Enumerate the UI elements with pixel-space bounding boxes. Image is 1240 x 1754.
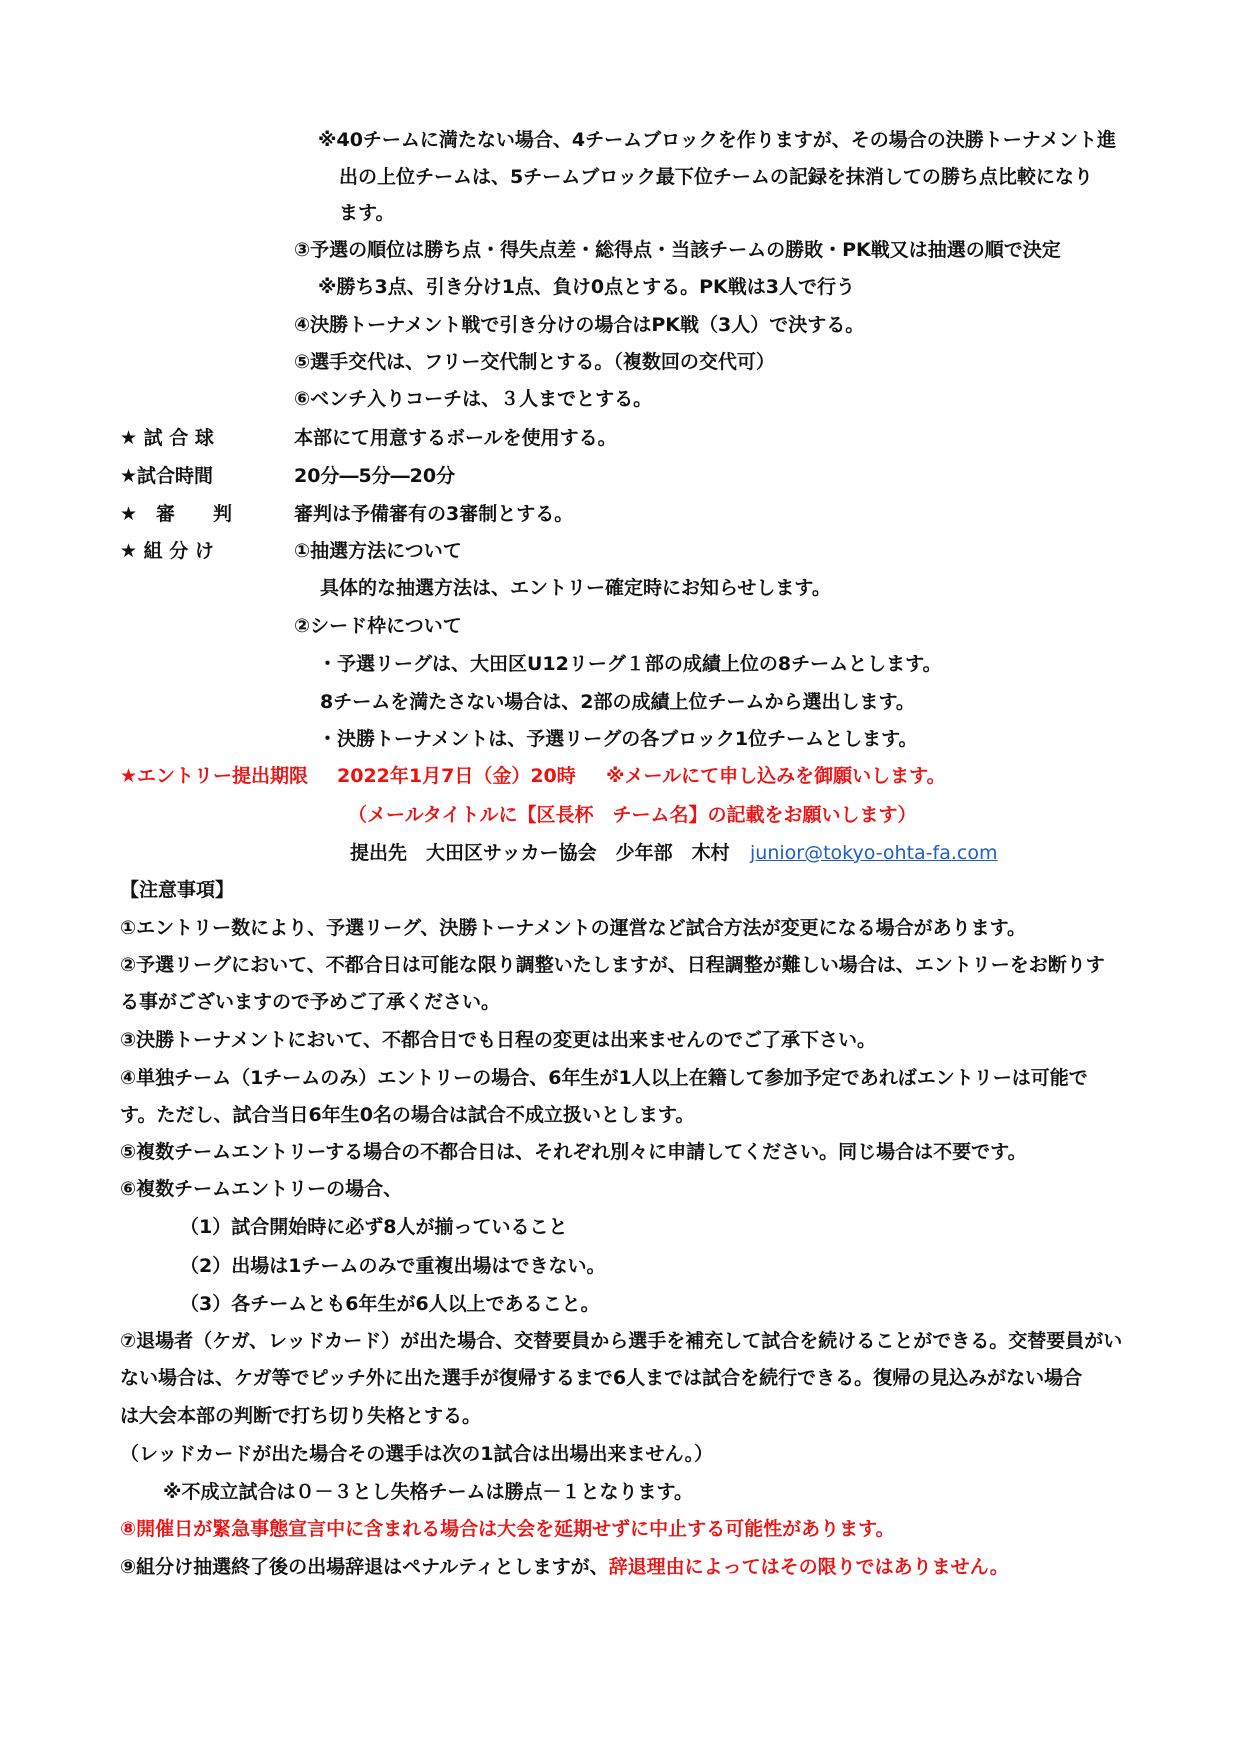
item-text: ・決勝トーナメントは、予選リーグの各ブロック1位チームとします。 — [318, 728, 918, 750]
note-line: ⑦退場者（ケガ、レッドカード）が出た場合、交替要員から選手を補充して試合を続けることができる。交替要員がい — [120, 1330, 1123, 1352]
note-line: （レッドカードが出た場合その選手は次の1試合は出場出来ません。） — [120, 1443, 714, 1465]
note-line: ①エントリー数により、予選リーグ、決勝トーナメントの運営など試合方法が変更になる場合があります。 — [120, 917, 1027, 939]
note-line: ない場合は、ケガ等でピッチ外に出た選手が復帰するまで6人までは試合を続行できる。復帰の見込みがない場合 — [120, 1367, 1083, 1389]
rule-line: 出の上位チームは、5チームブロック最下位チームの記録を抹消しての勝ち点比較になり — [339, 166, 1093, 188]
rule-line: ます。 — [339, 202, 395, 224]
item-text: ②シード枠について — [294, 615, 462, 637]
note-line: ④単独チーム（1チームのみ）エントリーの場合、6年生が1人以上在籍して参加予定であればエントリーは可能で — [120, 1067, 1088, 1089]
rule-line: ※勝ち3点、引き分け1点、負け0点とする。PK戦は3人で行う — [318, 276, 856, 298]
note-line: ⑥複数チームエントリーの場合、 — [120, 1178, 403, 1200]
note-line: る事がございますので予めご了承ください。 — [120, 991, 501, 1013]
note-line-emergency: ⑧開催日が緊急事態宣言中に含まれる場合は大会を延期せずに中止する可能性があります。 — [120, 1518, 895, 1540]
note-line: ③決勝トーナメントにおいて、不都合日でも日程の変更は出来ませんのでご了承下さい。 — [120, 1029, 876, 1051]
rule-line: ⑤選手交代は、フリー交代制とする。（複数回の交代可） — [294, 351, 775, 373]
item-text: ・予選リーグは、大田区U12リーグ１部の成績上位の8チームとします。 — [318, 653, 942, 675]
rule-line: ③予選の順位は勝ち点・得失点差・総得点・当該チームの勝敗・PK戦又は抽選の順で決定 — [294, 239, 1061, 261]
item-text: ①抽選方法について — [294, 540, 462, 562]
withdrawal-text: ⑨組分け抽選終了後の出場辞退はペナルティとしますが、 — [120, 1556, 609, 1578]
note-line: す。ただし、試合当日6年生0名の場合は試合不成立扱いとします。 — [120, 1104, 695, 1126]
note-line: ⑤複数チームエントリーする場合の不都合日は、それぞれ別々に申請してください。同じ場合は不要です。 — [120, 1141, 1027, 1163]
note-line: ※不成立試合は０－３とし失格チームは勝点－１となります。 — [163, 1481, 693, 1503]
rule-line: ④決勝トーナメント戦で引き分けの場合はPK戦（3人）で決する。 — [294, 314, 865, 336]
item-text: 本部にて用意するボールを使用する。 — [294, 427, 617, 449]
note-line: ②予選リーグにおいて、不都合日は可能な限り調整いたしますが、日程調整が難しい場合は、エントリーをお断りす — [120, 954, 1105, 976]
entry-deadline-label: ★エントリー提出期限 — [120, 765, 309, 787]
entry-email-note: ※メールにて申し込みを御願いします。 — [606, 765, 946, 787]
entry-title-note: （メールタイトルに【区長杯 チーム名】の記載をお願いします） — [348, 804, 917, 826]
note-line: は大会本部の判断で打ち切り失格とする。 — [120, 1405, 482, 1427]
note-line-withdrawal — [120, 1555, 1009, 1579]
note-subitem: （2）出場は1チームのみで重複出場はできない。 — [180, 1255, 606, 1277]
entry-submit-to: 提出先 大田区サッカー協会 少年部 木村 — [350, 842, 730, 864]
withdrawal-emphasis: 辞退理由によってはその限りではありません。 — [608, 1556, 1009, 1578]
item-text: 8チームを満たさない場合は、2部の成績上位チームから選出します。 — [320, 691, 915, 713]
rule-line: ※40チームに満たない場合、4チームブロックを作りますが、その場合の決勝トーナメント進 — [318, 129, 1116, 151]
entry-deadline-date: 2022年1月7日（金）20時 — [337, 765, 576, 787]
note-subitem: （1）試合開始時に必ず8人が揃っていること — [180, 1216, 568, 1238]
item-text: 20分―5分―20分 — [294, 465, 456, 487]
item-label-referee: ★ 審 判 — [120, 503, 233, 525]
rule-line: ⑥ベンチ入りコーチは、３人までとする。 — [294, 388, 653, 410]
item-text: 具体的な抽選方法は、エントリー確定時にお知らせします。 — [320, 577, 831, 599]
item-label-time: ★試合時間 — [120, 465, 214, 487]
item-label-grouping: ★ 組 分 け — [120, 540, 214, 562]
note-subitem: （3）各チームとも6年生が6人以上であること。 — [180, 1293, 600, 1315]
item-label-ball: ★ 試 合 球 — [120, 427, 214, 449]
notes-heading: 【注意事項】 — [120, 879, 235, 901]
entry-email-link[interactable]: junior@tokyo-ohta-fa.com — [750, 842, 998, 864]
item-text: 審判は予備審有の3審制とする。 — [294, 503, 574, 525]
